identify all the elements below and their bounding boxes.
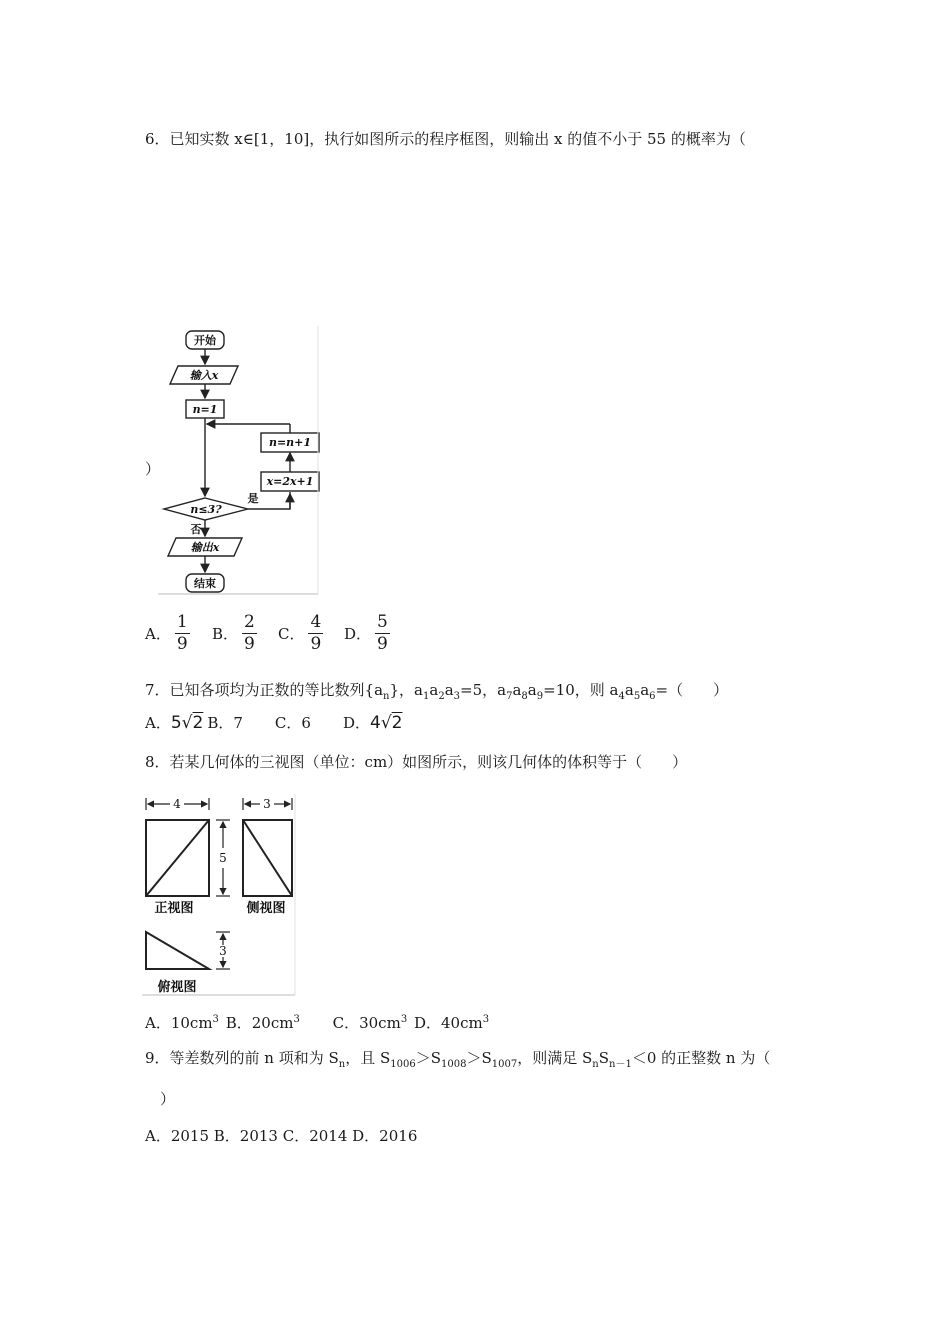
flow-start-text: 开始 [194,334,216,347]
dim-top-label: 3 [219,944,227,958]
dim-depth-label: 3 [263,797,271,811]
q6-option-a[interactable] [145,614,194,653]
front-view-label: 正视图 [154,901,194,916]
q8-option-a[interactable]: A．$10cm^3$ [145,1014,219,1032]
q6-option-b[interactable] [212,614,261,653]
q7-options [145,712,402,733]
q8-stem: 8．若某几何体的三视图（单位：cm）如图所示，则该几何体的体积等于（ ） [145,753,688,771]
q8-three-views [142,794,297,998]
q7-option-a[interactable]: A．5√2 [145,713,204,733]
dim-width-label: 4 [173,797,181,811]
q6-option-c[interactable] [278,614,327,653]
fraction: $\frac{4}{9}$ [310,612,322,654]
flow-end-text: 结束 [194,577,216,590]
flow-output-text: 输出x [190,541,220,554]
q6-flowchart [158,326,320,596]
top-view-triangle [146,932,209,969]
fraction: $\frac{2}{9}$ [244,612,255,654]
option-label: A． [145,625,171,643]
dim-height-label: 5 [219,851,227,865]
option-label: B． [212,625,239,643]
q6-close-paren: ） [145,460,161,478]
top-view-label: 俯视图 [157,980,197,995]
fraction: $\frac{1}{9}$ [176,612,188,654]
flow-update-x-text: x=2x+1 [266,475,314,488]
q8-option-d[interactable]: D．$40cm^3$ [413,1014,490,1032]
side-view-label: 侧视图 [246,901,286,916]
radical-expr: 5√2 [170,713,204,733]
flow-yes-label: 是 [247,492,259,505]
option-label: D． [344,625,372,643]
q7-option-c[interactable]: C．6 [274,714,311,732]
radical-expr: 4√2 [369,713,403,733]
option-label: C． [278,625,305,643]
q8-options [145,1012,489,1033]
q6-stem: 6．已知实数 x∈[1，10]，执行如图所示的程序框图，则输出 x 的值不小于 55 的概率为（ [145,130,746,148]
q8-option-b[interactable]: B．$20cm^3$ [225,1014,300,1032]
q9-stem: 9．等差数列的前 n 项和为 $S_n$，且 $S_{1006}>S_{1008}>S_{1007}$，则满足 $S_nS_{n-1}<0$ 的正整数 n 为（ [145,1049,771,1070]
q8-option-c[interactable]: C．$30cm^3$ [332,1014,408,1032]
q9-close-paren: ） [160,1090,176,1108]
q7-option-d[interactable]: D．4√2 [342,713,403,733]
q7-stem: 7．已知各项均为正数的等比数列$\{a_n\}$，$a_1a_2a_3=5$，$a_7a_8a_9=10$，则 $a_4a_5a_6=$（ ） [145,681,729,702]
flow-init-text: n=1 [192,403,218,416]
flow-no-label: 否 [190,523,202,536]
fraction: $\frac{5}{9}$ [377,612,388,654]
q7-option-b[interactable]: B．7 [207,714,243,732]
q6-option-d[interactable] [344,614,394,653]
q9-options[interactable]: A．2015 B．2013 C．2014 D．2016 [145,1127,418,1145]
flow-input-text: 输入x [189,369,219,382]
flow-update-n-text: n=n+1 [268,436,312,449]
flow-cond-text: n≤3? [190,503,222,516]
